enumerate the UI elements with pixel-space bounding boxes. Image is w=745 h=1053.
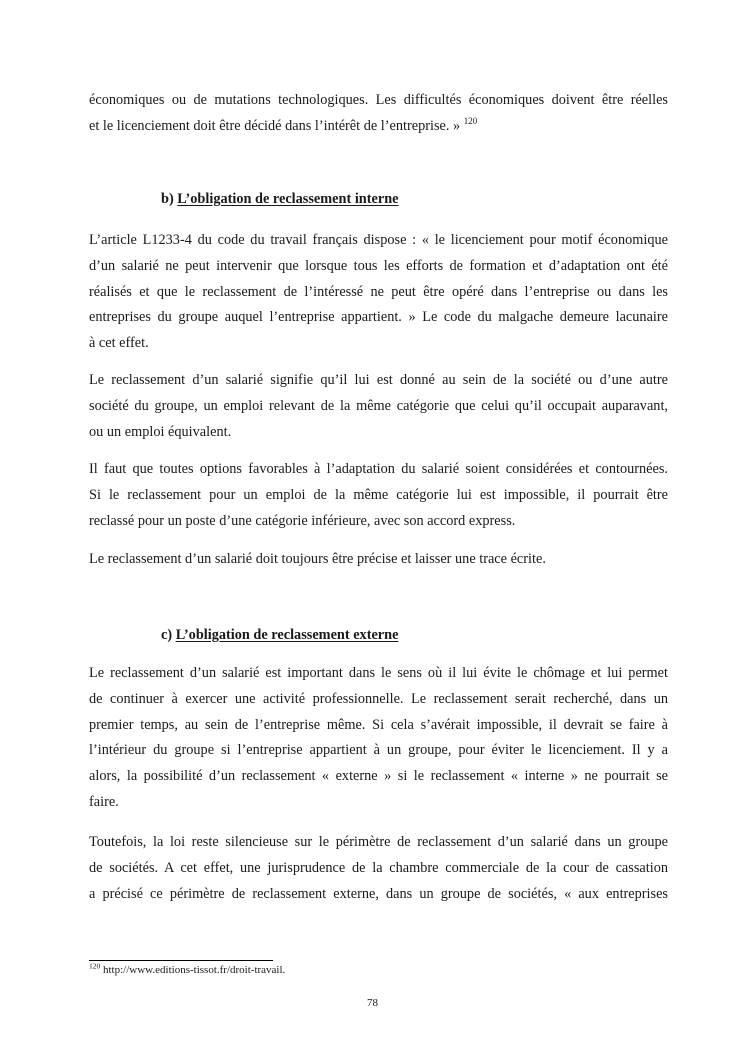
paragraph (89, 547, 668, 573)
footnote-reference: 120 (463, 116, 478, 127)
section-title: L’obligation de reclassement interne (177, 191, 399, 207)
intro-paragraph (89, 88, 668, 140)
paragraph (89, 228, 668, 357)
text-line: reclassé pour un poste d’une catégorie inférieure, avec son accord express. (89, 512, 516, 529)
text-line: de sociétés. A cet effet, une jurisprudence de la chambre commerciale de la cour de cassation (89, 859, 668, 876)
paragraph (89, 830, 668, 907)
text-line: faire. (89, 793, 119, 810)
text-line: a précisé ce périmètre de reclassement externe, dans un groupe de sociétés, « aux entreprises (89, 885, 668, 902)
text-line: économiques ou de mutations technologiques. Les difficultés économiques doivent être réelles (89, 92, 668, 108)
section-label: b) (161, 191, 174, 207)
text-line: Toutefois, la loi reste silencieuse sur le périmètre de reclassement d’un salarié dans un groupe (89, 834, 668, 850)
text-line-content: et le licenciement doit être décidé dans l’intérêt de l’entreprise. » (89, 117, 461, 134)
section-heading-c (161, 625, 398, 645)
text-line: l’intérieur du groupe si l’entreprise appartient à un groupe, pour éviter le licenciement. Il y a (89, 742, 668, 759)
text-line: premier temps, au sein de l’entreprise même. Si cela s’avérait impossible, il devrait se faire à (89, 716, 668, 733)
text-line: L’article L1233-4 du code du travail français dispose : « le licenciement pour motif économique (89, 232, 668, 248)
text-line: Le reclassement d’un salarié doit toujours être précise et laisser une trace écrite. (89, 551, 546, 567)
text-line: société du groupe, un emploi relevant de la même catégorie que celui qu’il occupait auparavant, (89, 397, 668, 414)
text-line: réalisés et que le reclassement de l’intéressé ne peut être opéré dans l’entreprise ou dans les (89, 283, 668, 300)
footnote-link[interactable]: http://www.editions-tissot.fr/droit-travail. (103, 964, 286, 976)
text-line: entreprises du groupe auquel l’entreprise appartient. » Le code du malgache demeure lacunaire (89, 309, 668, 326)
text-line: Il faut que toutes options favorables à l’adaptation du salarié soient considérées et contournées. (89, 461, 668, 477)
paragraph (89, 368, 668, 445)
text-line: ou un emploi équivalent. (89, 423, 232, 440)
text-line: à cet effet. (89, 335, 149, 352)
text-line: alors, la possibilité d’un reclassement « externe » si le reclassement « interne » ne pourrait se (89, 768, 668, 785)
paragraph (89, 661, 668, 816)
section-title: L’obligation de reclassement externe (175, 627, 399, 643)
text-line: Le reclassement d’un salarié est important dans le sens où il lui évite le chômage et lui permet (89, 665, 668, 681)
section-heading-b (161, 189, 399, 209)
page-number: 78 (367, 997, 378, 1009)
footnote (89, 963, 285, 977)
text-line: de continuer à exercer une activité professionnelle. Le reclassement serait recherché, dans un (89, 690, 668, 707)
footnote-number: 120 (89, 961, 101, 971)
text-line (89, 114, 668, 140)
paragraph (89, 457, 668, 534)
text-line: Si le reclassement pour un emploi de la même catégorie lui est impossible, il pourrait être (89, 486, 668, 503)
section-label: c) (161, 627, 173, 643)
footnote-divider (89, 960, 273, 961)
text-line: Le reclassement d’un salarié signifie qu’il lui est donné au sein de la société ou d’une autre (89, 372, 668, 388)
text-line: d’un salarié ne peut intervenir que lorsque tous les efforts de formation et d’adaptation ont été (89, 257, 668, 274)
